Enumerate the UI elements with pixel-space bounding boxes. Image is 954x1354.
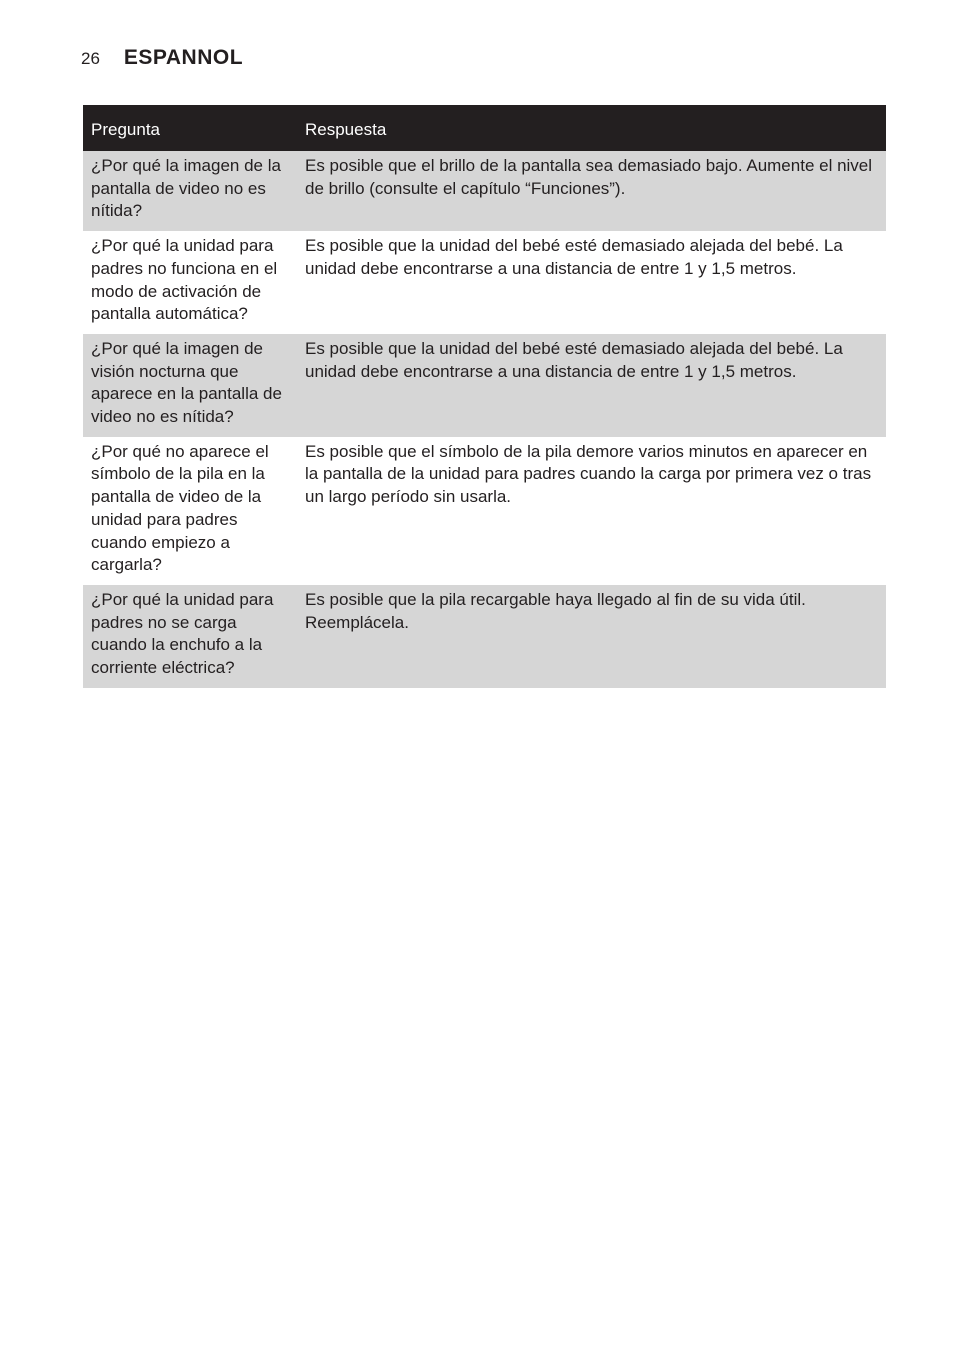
page-number: 26: [81, 49, 100, 68]
answer-cell: Es posible que el símbolo de la pila demore varios minutos en aparecer en la pantalla de la unidad para padres cuando la carga por primera vez o tras un largo período sin usarla.: [305, 441, 872, 507]
question-cell: ¿Por qué la imagen de la pantalla de video no es nítida?: [83, 151, 297, 231]
column-header-answer: Respuesta: [297, 105, 886, 151]
answer-cell: Es posible que el brillo de la pantalla sea demasiado bajo. Aumente el nivel de brillo (consulte el capítulo “Funciones”).: [297, 151, 886, 231]
table-row: [83, 437, 886, 585]
answer-cell: Es posible que la unidad del bebé esté demasiado alejada del bebé. La unidad debe encontrarse a una distancia de entre 1 y 1,5 metros.: [305, 236, 843, 278]
table-row: [83, 334, 886, 437]
answer-cell: Es posible que la pila recargable haya llegado al fin de su vida útil. Reemplácela.: [297, 585, 886, 688]
question-cell: ¿Por qué la unidad para padres no se carga cuando la enchufo a la corriente eléctrica?: [83, 585, 297, 688]
table-row: [83, 231, 886, 334]
troubleshooting-table: [83, 105, 886, 688]
table-header-row: [83, 105, 886, 151]
table-row: [83, 585, 886, 688]
answer-cell: Es posible que la unidad del bebé esté demasiado alejada del bebé. La unidad debe encontrarse a una distancia de entre 1 y 1,5 metros.: [297, 334, 886, 437]
section-title: ESPANNOL: [123, 46, 244, 69]
question-cell: ¿Por qué no aparece el símbolo de la pila en la pantalla de video de la unidad para padres cuando empiezo a cargarla?: [91, 441, 269, 575]
column-header-question: Pregunta: [83, 105, 297, 151]
table-row: [83, 151, 886, 231]
question-cell: ¿Por qué la imagen de visión nocturna que aparece en la pantalla de video no es nítida?: [83, 334, 297, 437]
question-cell: ¿Por qué la unidad para padres no funciona en el modo de activación de pantalla automática?: [91, 236, 278, 324]
page-header: [81, 46, 243, 76]
